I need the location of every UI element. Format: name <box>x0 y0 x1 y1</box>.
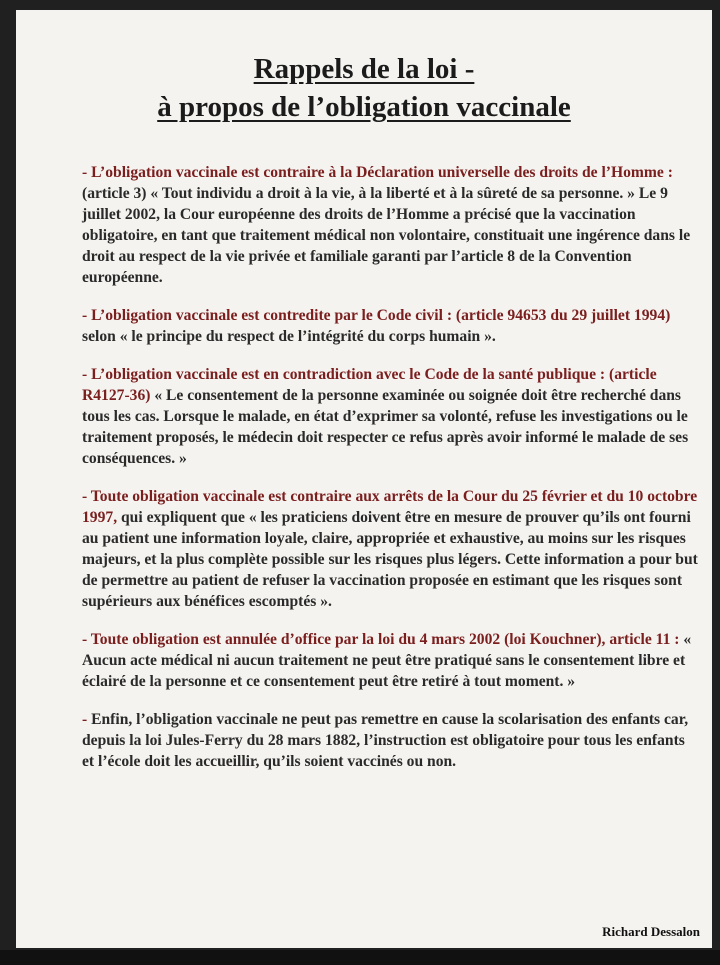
paragraph-text: Enfin, l’obligation vaccinale ne peut pas remettre en cause la scolarisation des enfants car, depuis la loi Jules-Ferry du 28 mars 1882, l’instruction est obligatoire pour tous les enfants et l’école doit les accueillir, qu’ils soient vaccinés ou non. <box>82 711 689 770</box>
paragraph-highlight: - Toute obligation vaccinale est contraire aux arrêts de la Cour du 25 février et du 10 octobre 1997, <box>82 488 698 526</box>
title-line-2: à propos de l’obligation vaccinale <box>157 91 571 123</box>
paragraph-1 <box>82 162 700 288</box>
paragraph-6 <box>82 709 700 772</box>
bottom-bar <box>0 950 720 965</box>
paragraph-3 <box>82 364 700 469</box>
paragraph-text: « Aucun acte médical ni aucun traitement ne peut être pratiqué sans le consentement libre et éclairé de la personne et ce consentement peut être retiré à tout moment. » <box>82 631 692 690</box>
paragraph-text: « Le consentement de la personne examinée ou soignée doit être recherché dans tous les cas. Lorsque le malade, en état d’exprimer sa volonté, refuse les investigations ou le traitement proposés, le médecin doit respecter ce refus après avoir informé le malade de ses conséquences. » <box>82 387 689 467</box>
paragraph-highlight: - L’obligation vaccinale est contraire à la Déclaration universelle des droits de l’Homme : <box>82 164 673 181</box>
document-page <box>16 10 712 948</box>
paragraph-4 <box>82 486 700 612</box>
paragraph-text: selon « le principe du respect de l’intégrité du corps humain ». <box>82 328 496 345</box>
paragraph-highlight: - Toute obligation est annulée d’office par la loi du 4 mars 2002 (loi Kouchner), article 11 : <box>82 631 680 648</box>
title-line-1: Rappels de la loi - <box>253 53 475 85</box>
paragraph-text: qui expliquent que « les praticiens doivent être en mesure de prouver qu’ils ont fourni au patient une information loyale, claire, appropriée et exhaustive, au moins sur les risques majeurs, et la plus complète possible sur les risques plus légers. Cette information a pour but de permettre au patient de refuser la vaccination proposée en estimant que les risques sont supérieurs aux bénéfices escomptés ». <box>82 509 698 610</box>
paragraph-highlight: - L’obligation vaccinale est en contradiction avec le Code de la santé publique : (article R4127-36) <box>82 366 657 404</box>
paragraph-highlight: - L’obligation vaccinale est contredite par le Code civil : (article 94653 du 29 juillet 1994) <box>82 307 671 324</box>
paragraph-text: (article 3) « Tout individu a droit à la vie, à la liberté et à la sûreté de sa personne. » Le 9 juillet 2002, la Cour européenne des droits de l’Homme a précisé que la vaccination obligatoire, en tant que traitement médical non volontaire, constituait une ingérence dans le droit au respect de la vie privée et familiale garanti par l’article 8 de la Convention européenne. <box>82 185 691 286</box>
document-body <box>82 162 700 789</box>
paragraph-2 <box>82 305 700 347</box>
signature: Richard Dessalon <box>602 924 700 939</box>
paragraph-5 <box>82 629 700 692</box>
paragraph-highlight: - <box>82 711 88 728</box>
